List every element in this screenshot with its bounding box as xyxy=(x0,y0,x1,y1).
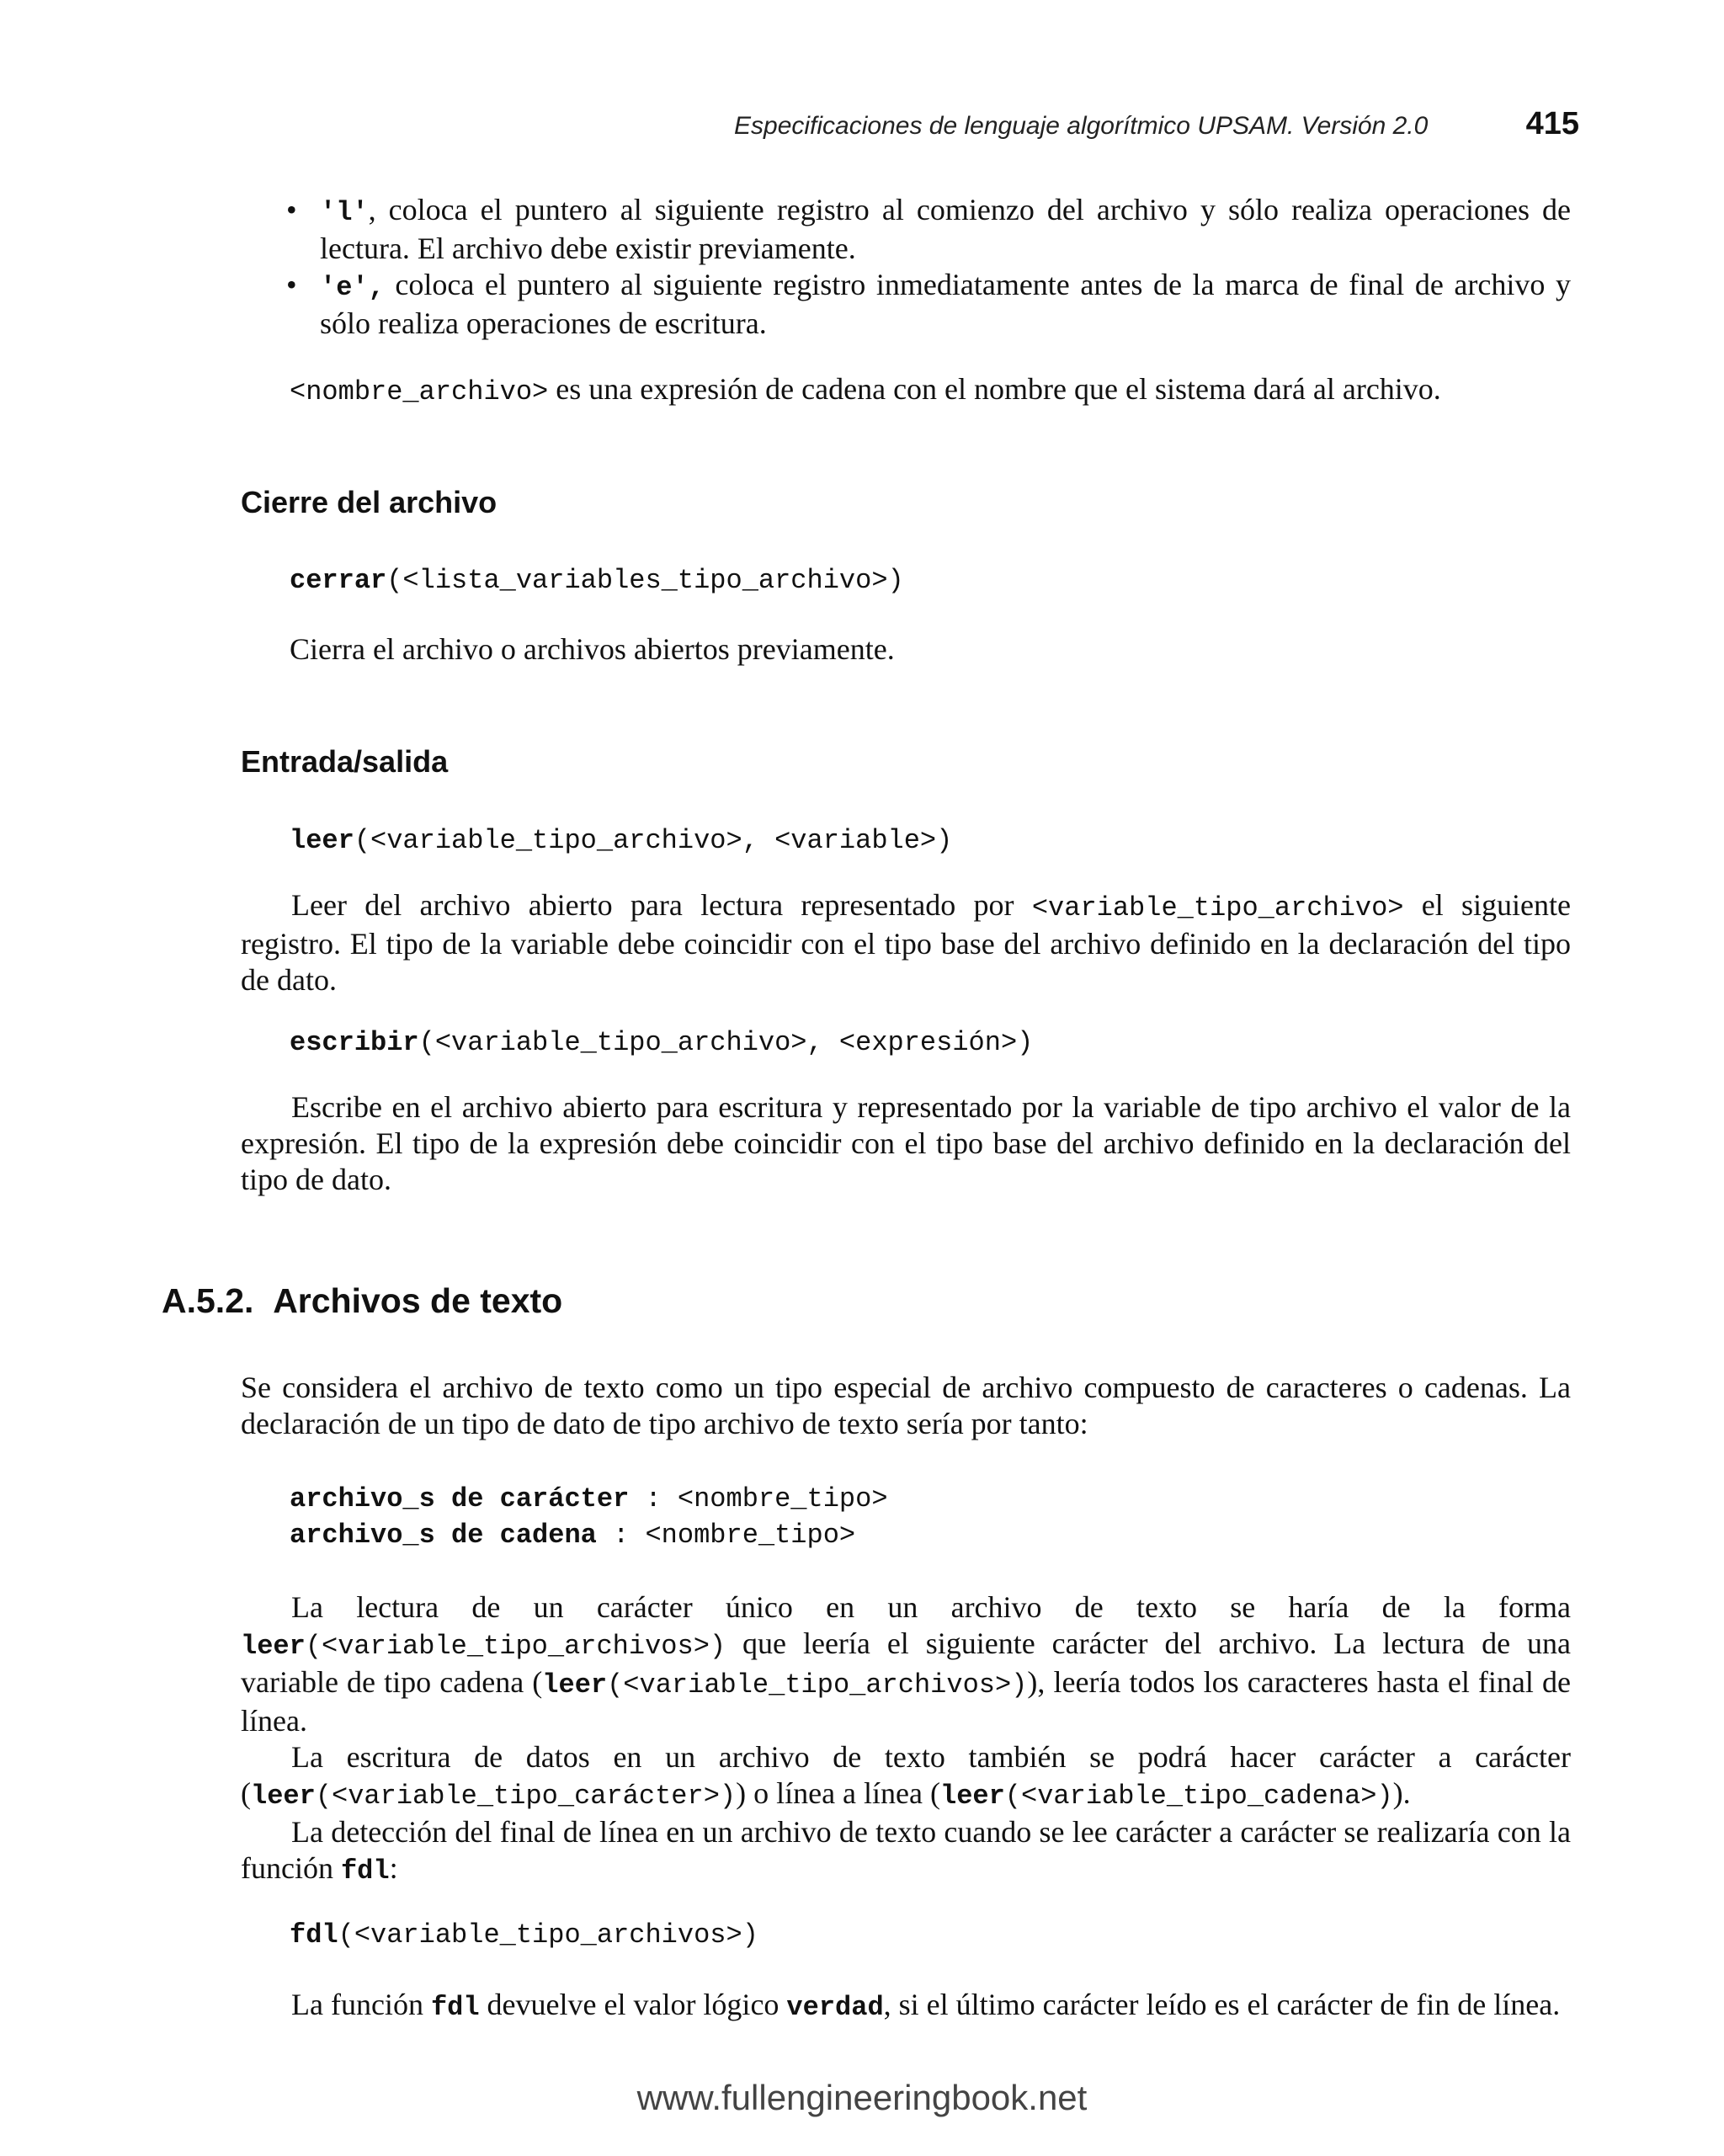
inline-code: (<variable_tipo_carácter>) xyxy=(315,1781,737,1812)
paragraph-text: , si el último carácter leído es el carácter de fin de línea. xyxy=(883,1988,1561,2021)
mode-bullet-list xyxy=(286,192,1571,342)
leer-description xyxy=(241,887,1571,998)
code-keyword: fdl xyxy=(290,1919,338,1951)
code-cerrar xyxy=(290,562,904,599)
paragraph-text: : xyxy=(389,1851,398,1885)
archivos-texto-paragraphs xyxy=(241,1589,1571,1889)
list-item xyxy=(286,267,1571,342)
cierre-description: Cierra el archivo o archivos abiertos previamente. xyxy=(290,632,895,666)
code-keyword: leer xyxy=(290,825,354,856)
paragraph-lectura xyxy=(241,1589,1571,1739)
code-keyword: escribir xyxy=(290,1027,419,1058)
paragraph-deteccion xyxy=(241,1814,1571,1889)
code-args: (<variable_tipo_archivo>, <variable>) xyxy=(354,825,953,856)
page-number: 415 xyxy=(1525,106,1579,141)
code-keyword: archivo_s de carácter xyxy=(290,1483,630,1515)
bullet-dot: • xyxy=(286,268,297,301)
inline-code: 'l' xyxy=(320,197,369,228)
paragraph-text: devuelve el valor lógico xyxy=(479,1988,787,2021)
section-number: A.5.2. xyxy=(162,1281,254,1320)
inline-code: (<variable_tipo_archivos>) xyxy=(305,1631,726,1662)
paragraph-text: ), leería todos los caracteres hasta el final de línea. xyxy=(241,1665,1571,1738)
section-heading-entrada-salida: Entrada/salida xyxy=(241,744,449,779)
inline-code: <nombre_archivo> xyxy=(290,376,549,407)
paragraph-text: es una expresión de cadena con el nombre que el sistema dará al archivo. xyxy=(548,372,1441,406)
footer-watermark[interactable]: www.fullengineeringbook.net xyxy=(636,2078,1088,2117)
archivos-texto-intro: Se considera el archivo de texto como un tipo especial de archivo compuesto de caracteres o cadenas. La declaración de un tipo de dato de tipo archivo de texto sería por tanto: xyxy=(241,1371,1571,1440)
running-header: Especificaciones de lenguaje algorítmico UPSAM. Versión 2.0 xyxy=(734,112,1429,140)
inline-code: 'e', xyxy=(320,272,385,303)
code-args: : <nombre_tipo> xyxy=(629,1483,888,1515)
nombre-archivo-paragraph xyxy=(290,371,1571,410)
paragraph-text: La lectura de un carácter único en un archivo de texto se haría de la forma xyxy=(291,1590,1571,1624)
section-title: Archivos de texto xyxy=(273,1281,563,1320)
paragraph-text: el siguiente registro. El tipo de la variable debe coincidir con el tipo base del archivo definido en la declaración del tipo de dato. xyxy=(241,888,1572,997)
inline-code: leer xyxy=(241,1631,306,1662)
inline-code: fdl xyxy=(430,1992,480,2023)
code-args: (<variable_tipo_archivo>, <expresión>) xyxy=(418,1027,1034,1058)
paragraph-text: La detección del final de línea en un archivo de texto cuando se lee carácter a carácter se realizaría con la función xyxy=(241,1815,1571,1885)
inline-code: (<variable_tipo_cadena>) xyxy=(1004,1781,1393,1812)
inline-code: leer xyxy=(939,1781,1005,1812)
code-args: : <nombre_tipo> xyxy=(596,1520,856,1551)
paragraph-escritura xyxy=(241,1739,1571,1814)
code-args: (<variable_tipo_archivos>) xyxy=(338,1919,758,1951)
code-declaraciones xyxy=(290,1481,888,1553)
code-keyword: archivo_s de cadena xyxy=(290,1520,597,1551)
escribir-description: Escribe en el archivo abierto para escritura y representado por la variable de tipo archivo el valor de la expresión. El tipo de la expresión debe coincidir con el tipo base del archivo definido en la declaración del tipo de dato. xyxy=(241,1090,1571,1196)
inline-code: leer xyxy=(251,1781,316,1812)
paragraph-text: La escritura de datos en un archivo de texto también se podrá hacer carácter a carácter ( xyxy=(241,1740,1571,1810)
bullet-text: , coloca el puntero al siguiente registro al comienzo del archivo y sólo realiza operaciones de lectura. El archivo debe existir previamente. xyxy=(320,193,1571,265)
section-heading-archivos-texto xyxy=(162,1281,562,1321)
paragraph-text: que leería el siguiente carácter del archivo. La lectura de una variable de tipo cadena ( xyxy=(241,1626,1571,1699)
code-keyword: cerrar xyxy=(290,565,387,596)
inline-code: <variable_tipo_archivo> xyxy=(1031,892,1404,924)
paragraph-text: ). xyxy=(1392,1776,1411,1810)
inline-code: leer xyxy=(542,1669,608,1701)
section-heading-cierre: Cierre del archivo xyxy=(241,485,498,519)
code-escribir xyxy=(290,1025,1033,1061)
bullet-dot: • xyxy=(286,193,297,226)
code-fdl xyxy=(290,1917,758,1953)
inline-code: (<variable_tipo_archivos>) xyxy=(607,1669,1028,1701)
code-args: (<lista_variables_tipo_archivo>) xyxy=(386,565,904,596)
list-item xyxy=(286,192,1571,267)
paragraph-text: La función xyxy=(291,1988,431,2021)
code-leer xyxy=(290,822,952,859)
paragraph-text: ) o línea a línea ( xyxy=(736,1776,940,1810)
inline-code: fdl xyxy=(340,1855,390,1887)
bullet-text: coloca el puntero al siguiente registro inmediatamente antes de la marca de final de archivo y sólo realiza operaciones de escritura. xyxy=(320,268,1571,340)
paragraph-text: Leer del archivo abierto para lectura representado por xyxy=(291,888,1032,922)
fdl-description xyxy=(241,1987,1571,2026)
inline-code: verdad xyxy=(786,1992,884,2023)
